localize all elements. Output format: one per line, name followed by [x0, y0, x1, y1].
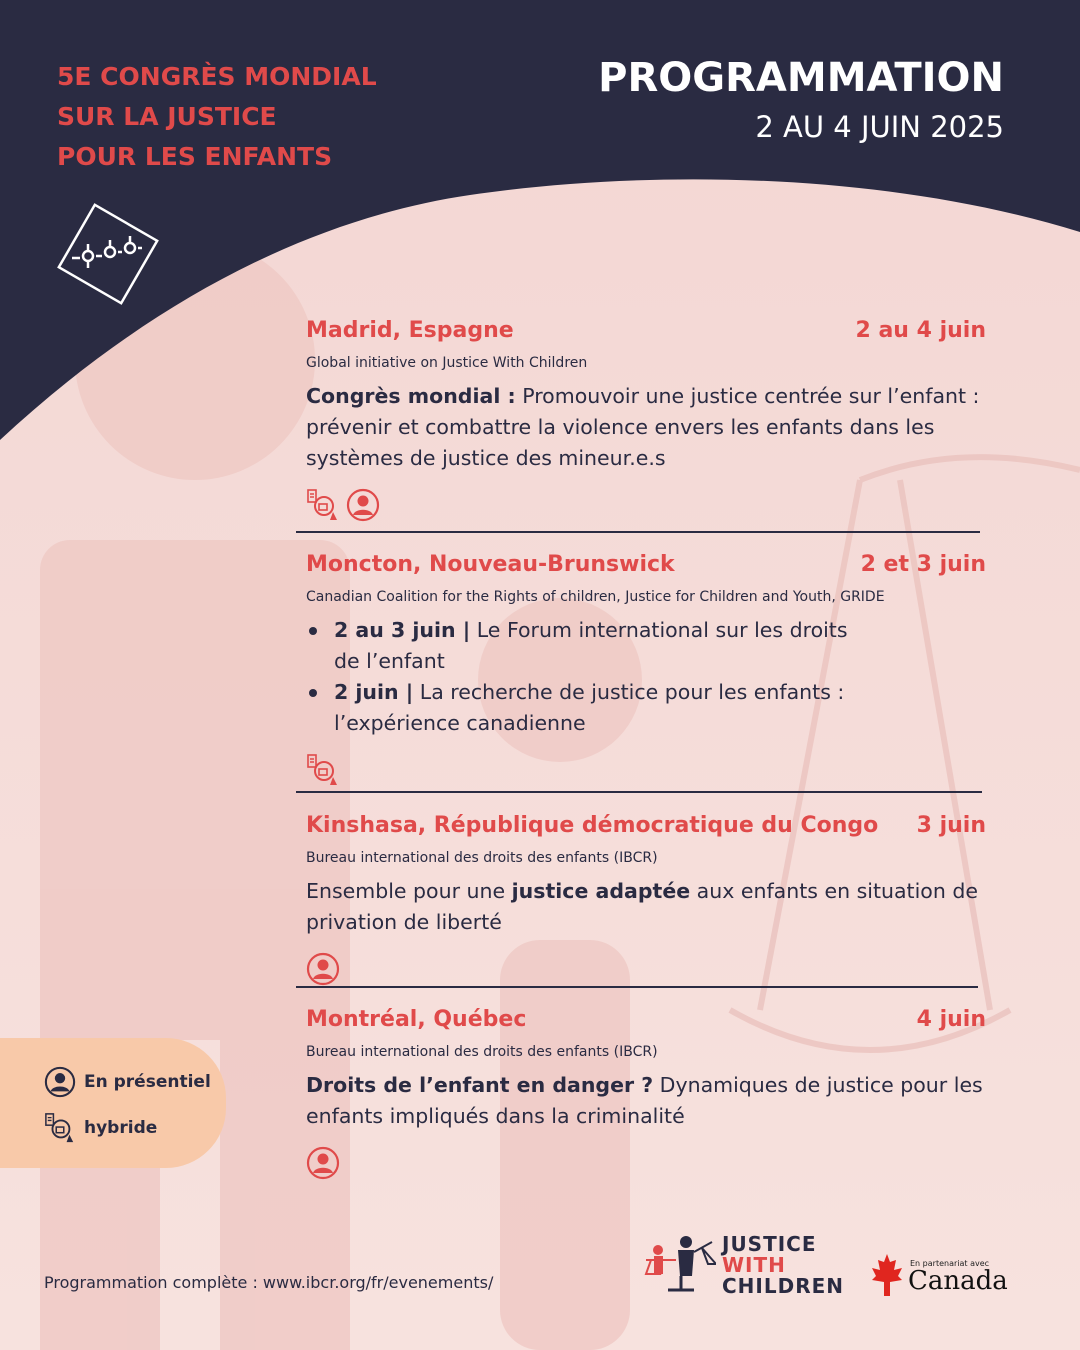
divider	[296, 791, 982, 793]
event-description-bold: Droits de l’enfant en danger ?	[306, 1073, 654, 1097]
event-location: Kinshasa, République démocratique du Congo	[306, 813, 879, 838]
event-format-icons	[306, 488, 986, 522]
event-format-icons	[306, 952, 986, 986]
congress-title-line: 5E CONGRÈS MONDIAL	[57, 62, 377, 91]
page-dates: 2 AU 4 JUIN 2025	[755, 110, 1004, 144]
legend-label: En présentiel	[84, 1072, 211, 1092]
event-sessions	[306, 615, 986, 739]
event-description	[306, 381, 986, 474]
divider	[296, 986, 978, 988]
divider	[296, 531, 980, 533]
congress-title	[57, 57, 377, 177]
canada-partner-logo	[870, 1252, 1010, 1302]
scales-figures-icon	[642, 1236, 716, 1298]
program-link[interactable]: Programmation complète : www.ibcr.org/fr/evenements/	[44, 1273, 494, 1292]
event-description-text: Dynamiques de justice pour les enfants impliqués dans la criminalité	[306, 1073, 983, 1128]
session-item	[306, 615, 874, 677]
congress-logo-icon	[52, 200, 164, 308]
event-organizer: Bureau international des droits des enfants (IBCR)	[306, 1044, 658, 1060]
event-description-text: Ensemble pour une	[306, 879, 512, 903]
event-description-bold: justice adaptée	[511, 879, 691, 903]
event-format-icons	[306, 1146, 986, 1180]
hybrid-icon	[44, 1112, 76, 1144]
legend-in-person	[44, 1066, 211, 1098]
event-kinshasa	[306, 813, 986, 986]
event-location: Moncton, Nouveau-Brunswick	[306, 552, 675, 577]
in-person-icon	[306, 1146, 340, 1180]
event-description	[306, 876, 986, 938]
format-legend	[0, 1038, 226, 1168]
event-date: 2 au 4 juin	[855, 318, 986, 343]
event-madrid	[306, 318, 986, 522]
maple-leaf-icon	[870, 1252, 904, 1298]
in-person-icon	[44, 1066, 76, 1098]
logo-line: CHILDREN	[722, 1274, 845, 1298]
event-date: 2 et 3 juin	[860, 552, 986, 577]
event-location: Madrid, Espagne	[306, 318, 514, 343]
hybrid-icon	[306, 488, 340, 522]
session-item	[306, 677, 874, 739]
justice-with-children-logo	[642, 1234, 852, 1300]
congress-title-line: SUR LA JUSTICE	[57, 102, 277, 131]
in-person-icon	[346, 488, 380, 522]
event-description-text: aux enfants en situation de privation de liberté	[306, 879, 978, 934]
event-organizer: Canadian Coalition for the Rights of children, Justice for Children and Youth, GRIDE	[306, 589, 885, 605]
partner-text: En partenariat avec	[910, 1259, 990, 1268]
page-title: PROGRAMMATION	[598, 55, 1004, 101]
event-moncton	[306, 552, 986, 787]
session-title: La recherche de justice pour les enfants : l’expérience canadienne	[334, 680, 845, 735]
legend-label: hybride	[84, 1118, 158, 1138]
in-person-icon	[306, 952, 340, 986]
event-description-text: Promouvoir une justice centrée sur l’enfant : prévenir et combattre la violence envers les enfants dans les systèmes de justice des mineur.e.s	[306, 384, 980, 470]
event-location: Montréal, Québec	[306, 1007, 527, 1032]
event-description	[306, 1070, 986, 1132]
event-organizer: Bureau international des droits des enfants (IBCR)	[306, 850, 658, 866]
logo-line: JUSTICE	[722, 1232, 817, 1256]
event-montreal	[306, 1007, 986, 1180]
session-date: 2 au 3 juin |	[334, 618, 471, 642]
event-description-bold: Congrès mondial :	[306, 384, 516, 408]
logo-text	[722, 1234, 844, 1297]
legend-hybrid	[44, 1112, 157, 1144]
session-date: 2 juin |	[334, 680, 414, 704]
canada-wordmark: Canada	[908, 1266, 1008, 1296]
event-date: 3 juin	[916, 813, 986, 838]
event-organizer: Global initiative on Justice With Children	[306, 355, 588, 371]
congress-title-line: POUR LES ENFANTS	[57, 142, 333, 171]
hybrid-icon	[306, 753, 340, 787]
event-date: 4 juin	[916, 1007, 986, 1032]
event-format-icons	[306, 753, 986, 787]
logo-line: WITH	[722, 1253, 786, 1277]
session-title: Le Forum international sur les droits de l’enfant	[334, 618, 848, 673]
